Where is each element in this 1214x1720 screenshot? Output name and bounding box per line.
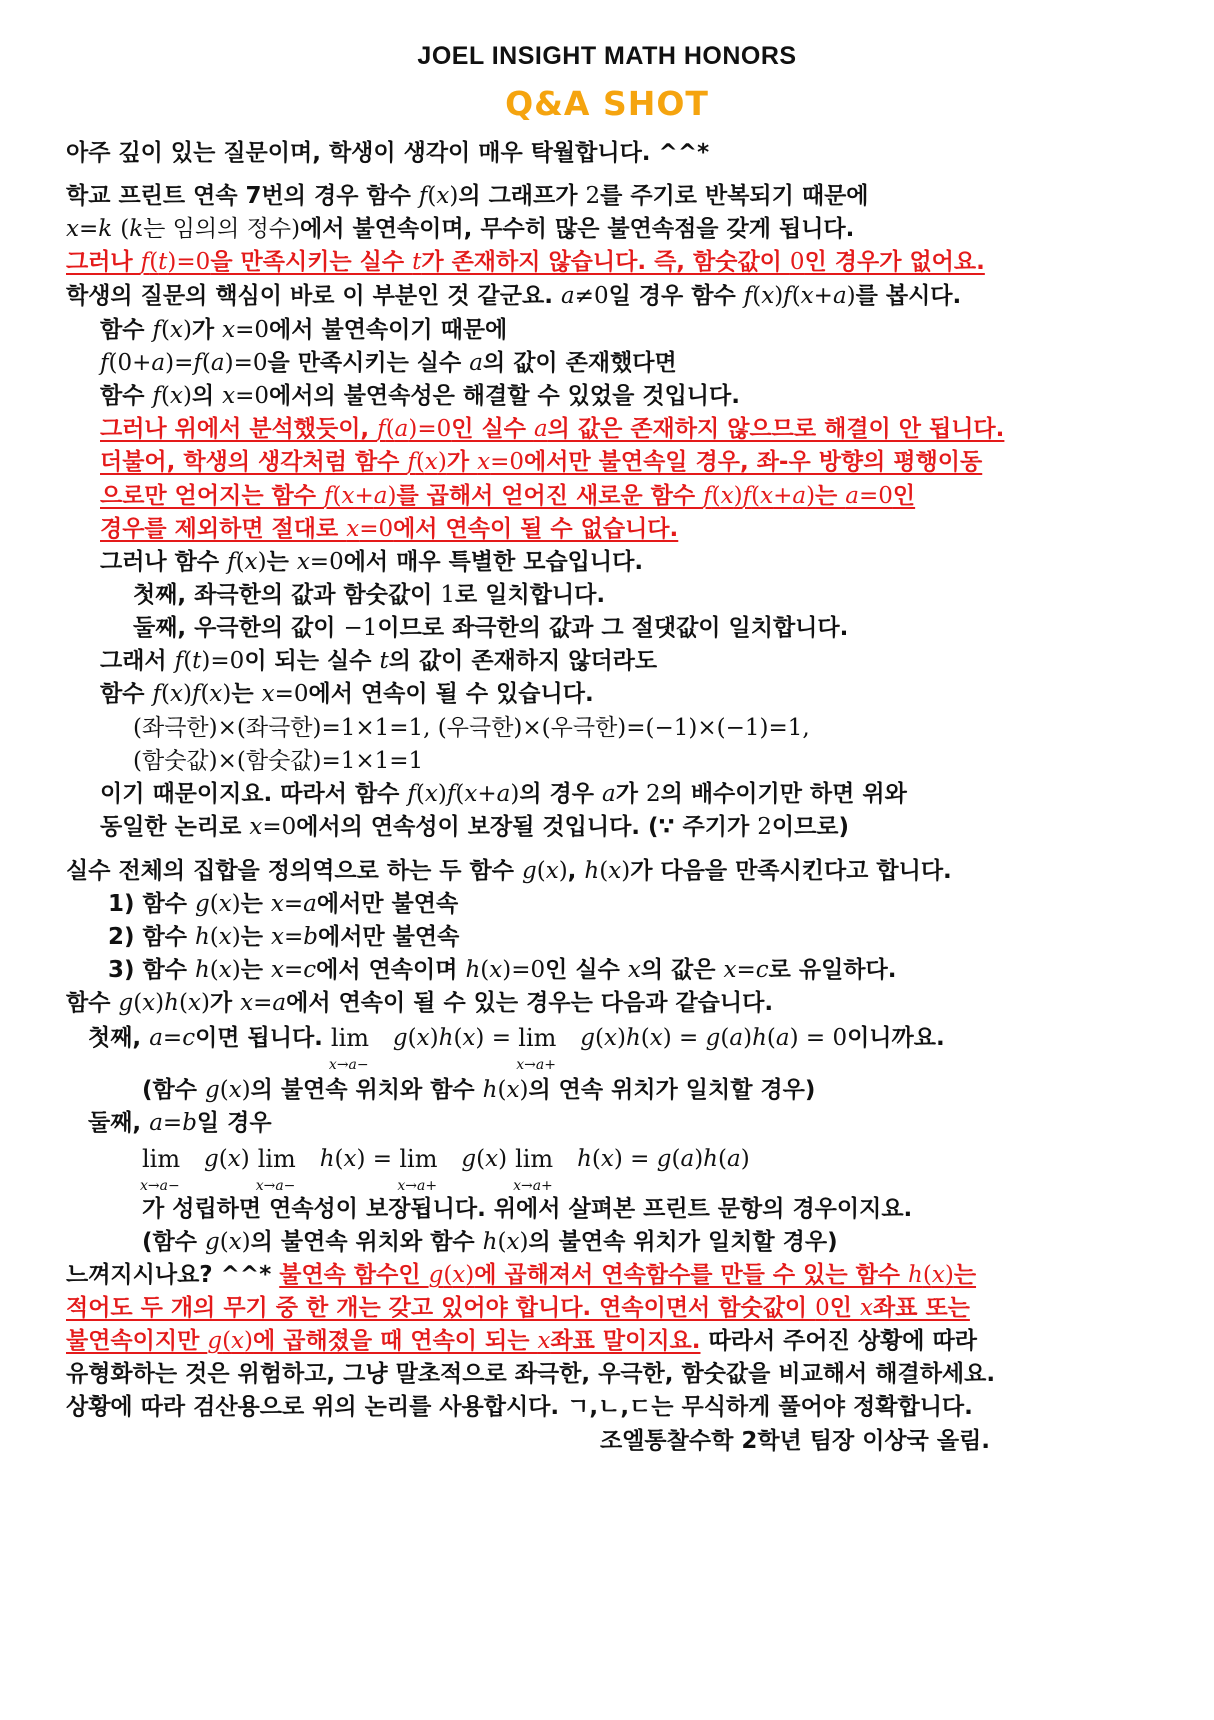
text-line: 1) 함수 g(x)는 x=a에서만 불연속 (108, 891, 459, 917)
highlight-line: 그러나 위에서 분석했듯이, f(a)=0인 실수 a의 값은 존재하지 않으므로 해결이 안 됩니다. (100, 416, 1005, 442)
text-line: 둘째, 우극한의 값이 −1이므로 좌극한의 값과 그 절댓값이 일치합니다. (133, 615, 849, 641)
text-line: f(0+a)=f(a)=0을 만족시키는 실수 a의 값이 존재했다면 (100, 350, 677, 376)
text-line: 가 성립하면 연속성이 보장됩니다. 위에서 살펴본 프린트 문항의 경우이지요. (142, 1196, 913, 1222)
highlight-line: 적어도 두 개의 무기 중 한 개는 갖고 있어야 합니다. 연속이면서 함숫값이 0인 x좌표 또는 (66, 1295, 970, 1321)
text-line: 학생의 질문의 핵심이 바로 이 부분인 것 같군요. a≠0일 경우 함수 f(x)f(x+a)를 봅시다. (66, 283, 962, 309)
text-line: 첫째, a=c이면 됩니다. lim x→a− g(x)h(x) = lim x→a+ g(x)h(x) = g(a)h(a) = 0이니까요. (88, 1024, 945, 1073)
text-line: x=k (k는 임의의 정수)에서 불연속이며, 무수히 많은 불연속점을 갖게 됩니다. (66, 216, 855, 242)
question-text: 느껴지시나요? ^^* (66, 1262, 280, 1288)
limit-equation: lim x→a− g(x) lim x→a− h(x) = lim x→a+ g(x) lim x→a+ h(x) = g(a)h(a) (140, 1145, 750, 1194)
text-line: (함숫값)×(함숫값)=1×1=1 (133, 748, 424, 774)
text-line: 불연속이지만 g(x)에 곱해졌을 때 연속이 되는 x좌표 말이지요. 따라서 주어진 상황에 따라 (66, 1328, 977, 1354)
text-line: 그러나 함수 f(x)는 x=0에서 매우 특별한 모습입니다. (100, 549, 644, 575)
highlight-line: 경우를 제외하면 절대로 x=0에서 연속이 될 수 없습니다. (100, 516, 679, 542)
text-line: 동일한 논리로 x=0에서의 연속성이 보장될 것입니다. (∵ 주기가 2이므로) (100, 814, 850, 840)
text-line: 그래서 f(t)=0이 되는 실수 t의 값이 존재하지 않더라도 (100, 648, 658, 674)
signature: 조엘통찰수학 2학년 팀장 이상국 올림. (600, 1428, 991, 1454)
text-line: 이기 때문이지요. 따라서 함수 f(x)f(x+a)의 경우 a가 2의 배수이기만 하면 위와 (100, 781, 907, 807)
text-line: (함수 g(x)의 불연속 위치와 함수 h(x)의 불연속 위치가 일치할 경우) (142, 1229, 838, 1255)
text-line: 유형화하는 것은 위험하고, 그냥 말초적으로 좌극한, 우극한, 함숫값을 비교해서 해결하세요. (66, 1361, 996, 1387)
highlight-line: 더불어, 학생의 생각처럼 함수 f(x)가 x=0에서만 불연속일 경우, 좌-우 방향의 평행이동 (100, 449, 983, 475)
text-line: (함수 g(x)의 불연속 위치와 함수 h(x)의 연속 위치가 일치할 경우) (142, 1077, 816, 1103)
limit-symbol: lim x→a− (328, 1024, 370, 1073)
text-line: 함수 g(x)h(x)가 x=a에서 연속이 될 수 있는 경우는 다음과 같습니다. (66, 990, 774, 1016)
highlight-line: 그러나 f(t)=0을 만족시키는 실수 t가 존재하지 않습니다. 즉, 함숫값이 0인 경우가 없어요. (66, 249, 985, 275)
limit-symbol: lim x→a+ (516, 1024, 557, 1073)
text-line: 학교 프린트 연속 7번의 경우 함수 f(x)의 그래프가 2를 주기로 반복되기 때문에 (66, 183, 869, 209)
header-subtitle: Q&A SHOT (505, 84, 709, 123)
text-line: 함수 f(x)f(x)는 x=0에서 연속이 될 수 있습니다. (100, 681, 594, 707)
text-line: 함수 f(x)가 x=0에서 불연속이기 때문에 (100, 317, 508, 343)
text-line: 3) 함수 h(x)는 x=c에서 연속이며 h(x)=0인 실수 x의 값은 x=c로 유일하다. (108, 957, 897, 983)
text-line: 2) 함수 h(x)는 x=b에서만 불연속 (108, 924, 460, 950)
text-line: 함수 f(x)의 x=0에서의 불연속성은 해결할 수 있었을 것입니다. (100, 383, 740, 409)
text-line: 첫째, 좌극한의 값과 함숫값이 1로 일치합니다. (133, 582, 606, 608)
text-line: 아주 깊이 있는 질문이며, 학생이 생각이 매우 탁월합니다. ^^* (66, 140, 710, 166)
text-line: 실수 전체의 집합을 정의역으로 하는 두 함수 g(x), h(x)가 다음을 만족시킨다고 합니다. (66, 858, 952, 884)
highlight-line: 으로만 얻어지는 함수 f(x+a)를 곱해서 얻어진 새로운 함수 f(x)f(x+a)는 a=0인 (100, 483, 916, 509)
text-line: 둘째, a=b일 경우 (88, 1110, 272, 1136)
text-line (66, 1260, 976, 1290)
highlight-text: 불연속이지만 g(x)에 곱해졌을 때 연속이 되는 x좌표 말이지요. (66, 1328, 701, 1354)
highlight-text: 불연속 함수인 g(x)에 곱해져서 연속함수를 만들 수 있는 함수 h(x)는 (279, 1262, 977, 1288)
header-title: JOEL INSIGHT MATH HONORS (417, 42, 797, 70)
text-line: (좌극한)×(좌극한)=1×1=1, (우극한)×(우극한)=(−1)×(−1)=1, (133, 715, 810, 741)
text-line: 상황에 따라 검산용으로 위의 논리를 사용합시다. ㄱ,ㄴ,ㄷ는 무식하게 풀어야 정확합니다. (66, 1394, 973, 1420)
